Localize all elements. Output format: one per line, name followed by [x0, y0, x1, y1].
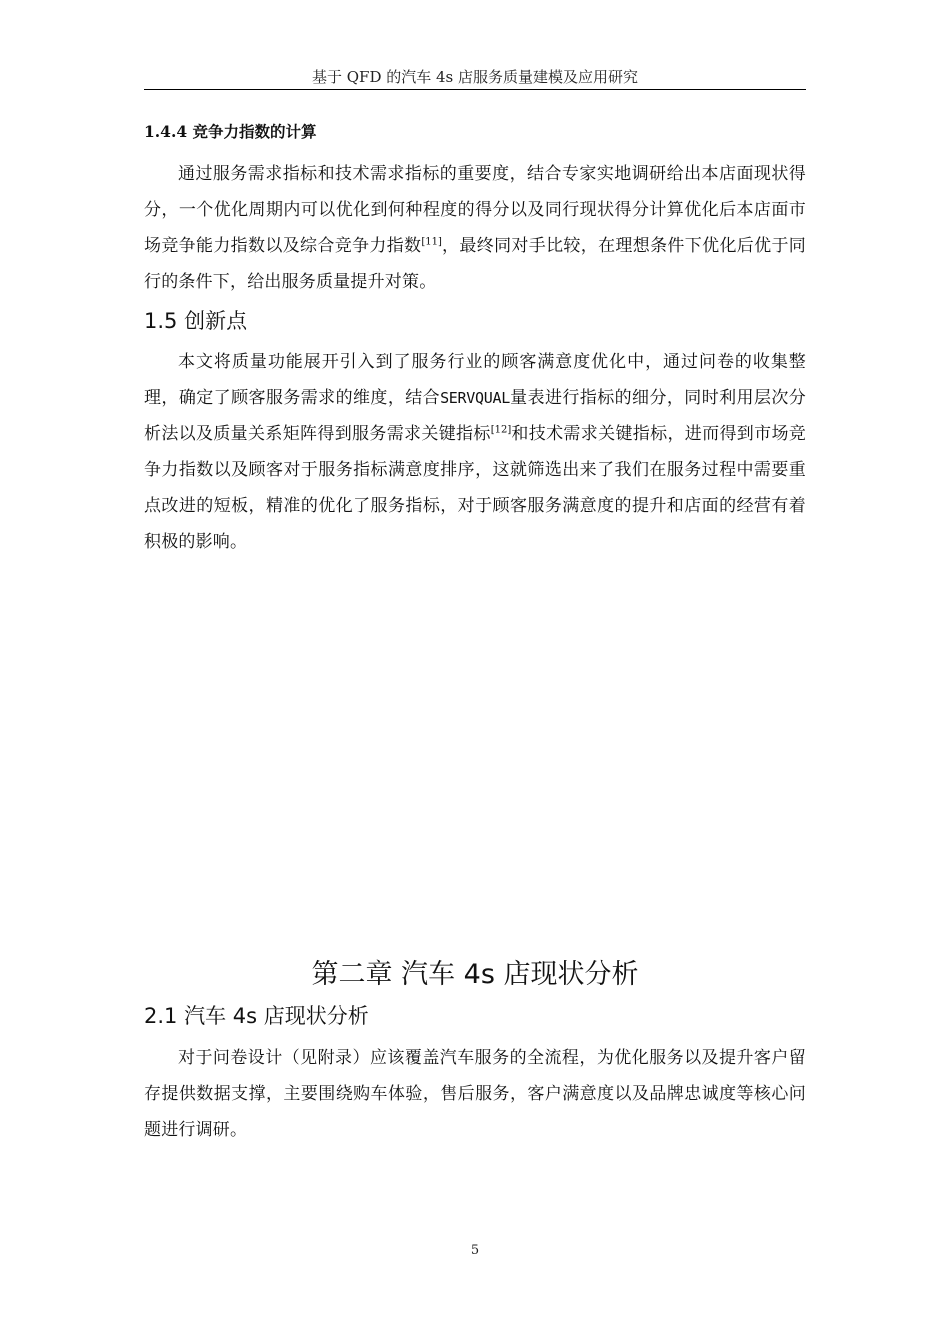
section-heading-1-5: 1.5 创新点 [144, 309, 248, 333]
chapter-title: 第二章 汽车 4s 店现状分析 [311, 959, 639, 990]
paragraph-innovation [144, 344, 806, 560]
paragraph-text: ，最终同对手比较，在理想条件下优化后优于同行的条件下，给出服务质量提升对策。 [144, 236, 806, 292]
paragraph-text: 量表进行指标的细分，同时利用层次分析法以及质量关系矩阵得到服务需求关键指标 [144, 388, 807, 444]
paragraph-competitiveness-index [144, 156, 806, 300]
paragraph-text: 通过服务需求指标和技术需求指标的重要度，结合专家实地调研给出本店面现状得分，一个优化周期内可以优化到何种程度的得分以及同行现状得分计算优化后本店面市场竞争能力指数以及综合竞争力指数 [144, 164, 806, 256]
citation-12: [12] [490, 424, 512, 436]
paragraph-text: 和技术需求关键指标，进而得到市场竞争力指数以及顾客对于服务指标满意度排序，这就筛选出来了我们在服务过程中需要重点改进的短板，精准的优化了服务指标，对于顾客服务满意度的提升和店面的经营有着积极的影响。 [144, 424, 807, 552]
header-divider [144, 89, 806, 90]
running-header: 基于 QFD 的汽车 4s 店服务质量建模及应用研究 [311, 68, 639, 86]
servqual-term: SERVQUAL [440, 389, 510, 407]
citation-11: [11] [421, 236, 442, 248]
page-number: 5 [470, 1243, 480, 1258]
paragraph-status-analysis: 对于问卷设计（见附录）应该覆盖汽车服务的全流程，为优化服务以及提升客户留存提供数据支撑，主要围绕购车体验，售后服务，客户满意度以及品牌忠诚度等核心问题进行调研。 [144, 1048, 806, 1140]
paragraph-text: 本文将质量功能展开引入到了服务行业的顾客满意度优化中，通过问卷的收集整理，确定了顾客服务需求的维度，结合 [144, 352, 806, 408]
section-heading-2-1: 2.1 汽车 4s 店现状分析 [144, 1004, 369, 1028]
section-heading-1-4-4: 1.4.4 竞争力指数的计算 [144, 122, 317, 141]
